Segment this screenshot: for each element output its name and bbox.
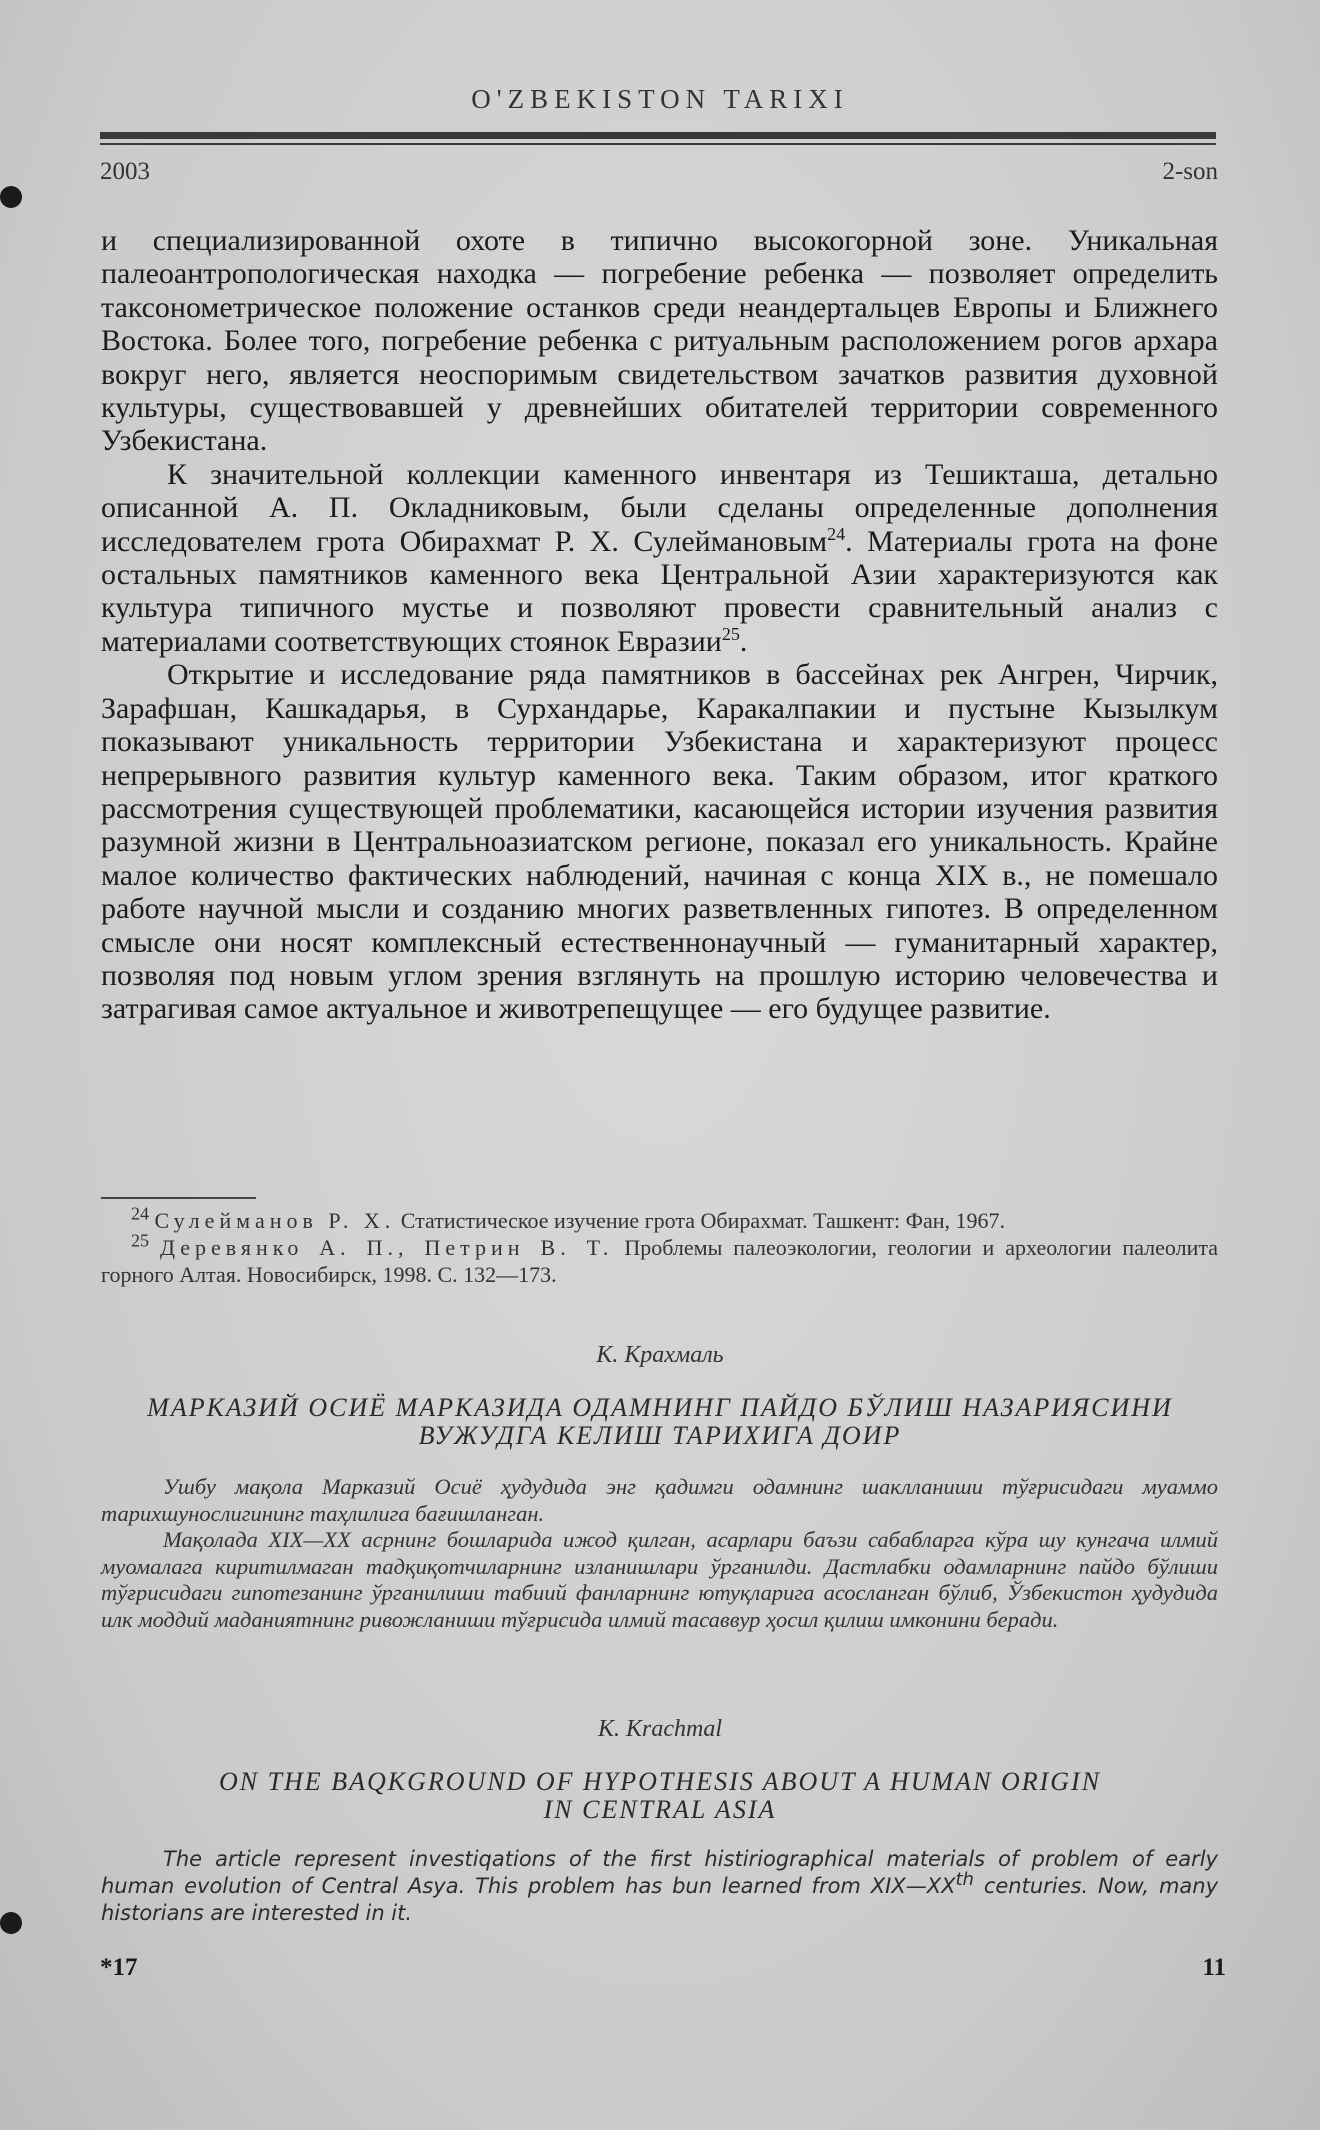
footnote-divider <box>101 1197 256 1199</box>
summary-author-en: K. Krachmal <box>597 1716 722 1742</box>
footnote-ref: 24 <box>827 523 846 544</box>
header-issue: 2-son <box>1162 158 1218 185</box>
summary-title-en: ON THE BAQKGROUND OF HYPOTHESIS ABOUT A HUMAN ORIGIN IN CENTRAL ASIA <box>218 1767 1102 1824</box>
summary-title-uz: МАРКАЗИЙ ОСИЁ МАРКАЗИДА ОДАМНИНГ ПАЙДО БЎЛИШ НАЗАРИЯСИНИ ВУЖУДГА КЕЛИШ ТАРИХИГА ДОИР <box>147 1393 1173 1450</box>
header-year: 2003 <box>100 158 150 185</box>
footnote: $^{24}$ Сулейманов Р. Х. Статистическое изучение грота Обирахмат. Ташкент: Фан, 1967. <box>131 1203 1005 1233</box>
footnotes <box>101 1203 1219 1288</box>
summary-abstract-en: The article represent investiqations of the first histiriographical materials of problem of early human evolution of Central Asya. This problem has bun learned from XIX—XXth centuries. Now, many historians are interested in it. <box>101 1847 1219 1925</box>
footnote: $^{25}$ Деревянко А. П., Петрин В. Т. Проблемы палеоэкологии, геологии и археологии палеолита горного Алтая. Новосибирск, 1998. С. 132—173. <box>101 1230 1219 1287</box>
paragraph: и специализированной охоте в типично высокогорной зоне. Уникальная палеоантропологическая находка — погребение ребенка — позволяет определить таксонометрическое положение останков среди неандертальцев Европы и Ближнего Востока. Более того, погребение ребенка с ритуальным расположением рогов архара вокруг него, является неоспоримым свидетельством зачатков развития духовной культуры, существовавшей у древнейших обитателей территории современного Узбекистана. <box>101 224 1218 458</box>
signature-mark: *17 <box>100 1954 138 1981</box>
summary-abstract-uz: Ушбу мақола Марказий Осиё ҳудудида энг қадимги одамнинг шаклланиши тўғрисидаги муаммо тарихшунослигининг таҳлилига бағишланган. Мақолада XIX—XX асрнинг бошларида ижод қилган, асарлари баъзи сабабларга кўра шу кунгача илмий муомалага киритилмаган тадқиқотчиларнинг изланишлари ўрганилди. Дастлабки одамларнинг пайдо бўлиши тўғрисидаги гипотезанинг ўрганилиши табиий фанларнинг ютуқларига асосланган бўлиб, Ўзбекистон ҳудудида илк моддий маданиятнинг ривожланиши тўғрисида илмий тасаввур ҳосил қилиш имконини беради. <box>101 1474 1218 1632</box>
punch-hole <box>0 1912 22 1934</box>
footnote-ref: 25 <box>721 623 740 644</box>
paragraph: Открытие и исследование ряда памятников в бассейнах рек Ангрен, Чирчик, Зарафшан, Кашкадарья, в Сурхандарье, Каракалпакии и пустыне Кызылкум показывают уникальность территории Узбекистана и характеризуют процесс непрерывного развития культур каменного века. Таким образом, итог краткого рассмотрения существующей проблематики, касающейся истории изучения развития разумной жизни в Центральноазиатском регионе, показал его уникальность. Крайне малое количество фактических наблюдений, начиная с конца XIX в., не помешало работе научной мысли и созданию многих разветвленных гипотез. В определенном смысле они носят комплексный естественнонаучный — гуманитарный характер, позволяя под новым углом зрения взглянуть на прошлую историю человечества и затрагивая самое актуальное и животрепещущее — его будущее развитие. <box>101 658 1218 1026</box>
running-head: O'ZBEKISTON TARIXI <box>471 84 849 114</box>
header-rule <box>100 132 1216 139</box>
paragraph: К значительной коллекции каменного инвентаря из Тешикташа, детально описанной А. П. Окладниковым, были сделаны определенные дополнения исследователем грота Обирахмат Р. Х. Сулеймановым$^{24}$. Материалы грота на фоне остальных памятников каменного века Центральной Азии характеризуются как культура типичного мустье и позволяют провести сравнительный анализ с материалами соответствующих стоянок Евразии$^{25}$. <box>101 457 1218 658</box>
article-body <box>101 224 1218 1026</box>
punch-hole <box>0 186 22 208</box>
page-number: 11 <box>1202 1954 1226 1981</box>
header-rule-thin <box>100 143 1216 145</box>
summary-author-uz: К. Крахмаль <box>596 1342 724 1368</box>
